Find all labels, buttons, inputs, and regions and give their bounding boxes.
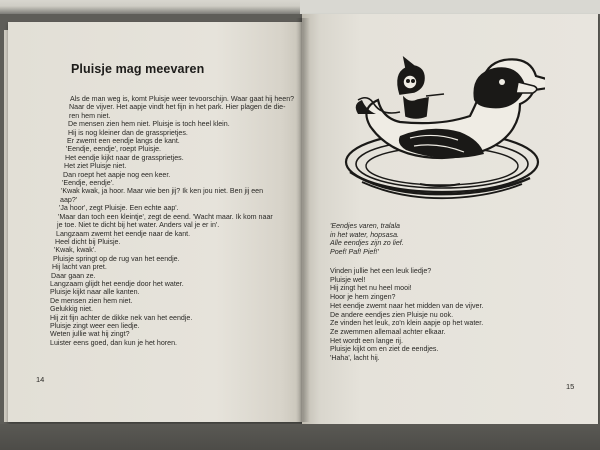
text-line: Heel dicht bij Pluisje. <box>55 237 121 246</box>
text-line: De mensen zien hem niet. Pluisje is toch heel klein. <box>68 120 230 129</box>
page-number-right: 15 <box>566 382 575 391</box>
text-line: Ze zwemmen allemaal achter elkaar. <box>330 327 446 336</box>
text-line: 'Ja hoor', zegt Pluisje. Een echte aap'. <box>59 204 179 213</box>
text-line: Hij zingt het nu heel mooi! <box>330 284 412 293</box>
story-title: Pluisje mag meevaren <box>71 62 205 76</box>
text-line: Pluisje zingt weer een liedje. <box>50 321 140 330</box>
text-line: Gelukkig niet. <box>50 305 93 314</box>
verse-line: 'Eendjes varen, tralala <box>330 222 400 230</box>
text-line: 'Kwak kwak, ja hoor. Maar wie ben jij? Ik ken jou niet. Ben jij een <box>61 187 264 196</box>
verse-line: in het water, hopsasa. <box>330 230 400 239</box>
text-line: Het eendje zwemt naar het midden van de vijver. <box>330 301 484 310</box>
left-page-text <box>50 95 298 347</box>
text-line: Naar de vijver. Het aapje vindt het fijn in het park. Hier plagen de die- <box>69 103 286 112</box>
text-line: De andere eendjes zien Pluisje nu ook. <box>330 310 454 319</box>
page-number-left: 14 <box>36 375 45 384</box>
background-floor <box>0 424 600 450</box>
text-line: je toe. Niet te dicht bij het water. Anders val je er in'. <box>57 221 220 230</box>
text-line: 'Kwak, kwak'. <box>54 246 97 255</box>
text-line: Weten jullie wat hij zingt? <box>50 330 130 339</box>
text-line: De mensen zien hem niet. <box>50 296 133 305</box>
text-line: Hij lacht van pret. <box>52 263 107 272</box>
text-line: Pluisje kijkt naar alle kanten. <box>50 288 140 297</box>
monkey-riding-duck-illustration <box>340 54 545 209</box>
text-line: Pluisje springt op de rug van het eendje. <box>53 254 180 263</box>
verse-line: Poef! Paf! Pief!' <box>330 247 379 256</box>
text-line: Ze vinden het leuk, zo'n klein aapje op het water. <box>330 319 484 328</box>
text-line: Hij is nog kleiner dan de grassprietjes. <box>68 128 188 137</box>
verse-line: Alle eendjes zijn zo lief. <box>330 239 404 247</box>
text-line: 'Eendje, eendje', roept Pluisje. <box>66 145 161 154</box>
book-gutter <box>296 18 310 422</box>
text-line: Daar gaan ze. <box>51 271 96 280</box>
text-line: Langzaam zwemt het eendje naar de kant. <box>56 229 191 238</box>
song-verse <box>330 222 570 256</box>
text-line: Hij zit fijn achter de dikke nek van het eendje. <box>50 313 193 322</box>
text-line: Luister eens goed, dan kun je het horen. <box>50 338 177 347</box>
text-line: Hoor je hem zingen? <box>330 293 396 302</box>
text-line: Pluisje wel! <box>330 275 366 284</box>
right-page-text <box>330 267 575 363</box>
text-line: aap?' <box>60 195 78 204</box>
text-line: ren hem niet. <box>69 111 111 120</box>
text-line: 'Haha', lacht hij. <box>330 354 380 363</box>
text-line: Langzaam glijdt het eendje door het water. <box>50 279 184 288</box>
text-line: Als de man weg is, komt Pluisje weer tevoorschijn. Waar gaat hij heen? <box>70 95 295 103</box>
text-line: Dan roept het aapje nog een keer. <box>63 170 171 179</box>
text-line: Pluisje kijkt om en ziet de eendjes. <box>330 345 439 354</box>
text-line: Vinden jullie het een leuk liedje? <box>330 267 432 275</box>
text-line: Er zwemt een eendje langs de kant. <box>67 137 180 146</box>
text-line: Het wordt een lange rij. <box>330 336 403 345</box>
text-line: Het ziet Pluisje niet. <box>64 162 127 171</box>
text-line: 'Maar dan toch een kleintje', zegt de eend. 'Wacht maar. Ik kom naar <box>58 212 273 221</box>
text-line: Het eendje kijkt naar de grassprietjes. <box>65 153 184 162</box>
text-line: 'Eendje, eendje'. <box>62 179 115 188</box>
